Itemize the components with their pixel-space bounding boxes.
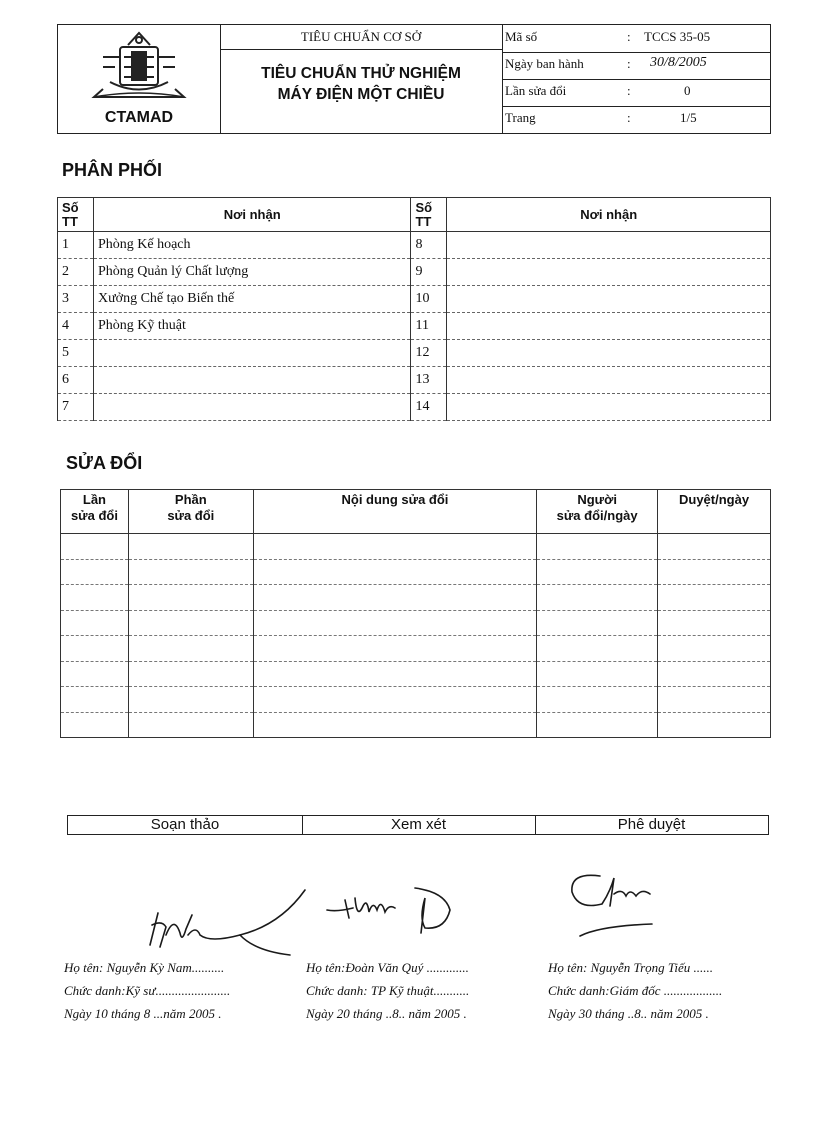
info-value: 0 bbox=[684, 83, 691, 98]
signature-header bbox=[67, 815, 769, 835]
title-line-2: MÁY ĐIỆN MỘT CHIỀU bbox=[277, 86, 445, 103]
info-colon: : bbox=[627, 110, 631, 125]
info-row-page bbox=[502, 106, 770, 133]
cell-recipient bbox=[93, 394, 411, 421]
table-row bbox=[58, 232, 771, 259]
header-approved: Phê duyệt bbox=[617, 816, 686, 833]
cell-recipient: Xưởng Chế tạo Biến thế bbox=[93, 286, 411, 313]
col-approve-header: Duyệt/ngày bbox=[658, 490, 771, 534]
cell-no: 5 bbox=[58, 340, 94, 367]
header-reviewed: Xem xét bbox=[302, 816, 536, 834]
cell-recipient2 bbox=[447, 313, 771, 340]
info-colon: : bbox=[627, 83, 631, 98]
cell-no2: 14 bbox=[411, 394, 447, 421]
header-line: sửa đổi/ngày bbox=[556, 508, 638, 523]
cell-recipient2 bbox=[447, 394, 771, 421]
table-row bbox=[58, 340, 771, 367]
signer-name: Họ tên:Đoàn Văn Quý ............. bbox=[306, 960, 469, 975]
cell-recipient2 bbox=[447, 232, 771, 259]
cell-no2: 9 bbox=[411, 259, 447, 286]
header-line: Lần bbox=[82, 492, 107, 507]
col-times-header bbox=[61, 490, 129, 534]
cell-no: 6 bbox=[58, 367, 94, 394]
cell-recipient2 bbox=[447, 286, 771, 313]
cell-recipient: Phòng Kỹ thuật bbox=[93, 313, 411, 340]
signer-name: Họ tên: Nguyễn Trọng Tiếu ...... bbox=[548, 960, 714, 975]
cell-no: 3 bbox=[58, 286, 94, 313]
col-recipient-header: Nơi nhận bbox=[93, 198, 411, 232]
cell-no: 2 bbox=[58, 259, 94, 286]
cell-no: 1 bbox=[58, 232, 94, 259]
info-value: 1/5 bbox=[680, 110, 697, 125]
logo-emblem-icon bbox=[58, 27, 220, 107]
col-part-header bbox=[128, 490, 253, 534]
document-info bbox=[502, 25, 770, 133]
header-line: sửa đổi bbox=[167, 508, 215, 523]
signer-name: Họ tên: Nguyễn Kỳ Nam.......... bbox=[64, 960, 225, 975]
table-row bbox=[58, 313, 771, 340]
signer-title: Chức danh:Kỹ sư....................... bbox=[64, 983, 231, 998]
col-no-header: Số TT bbox=[58, 198, 94, 232]
info-value: TCCS 35-05 bbox=[644, 29, 711, 44]
info-label: Mã số bbox=[505, 29, 538, 44]
signature-drafter bbox=[140, 885, 310, 960]
table-row bbox=[58, 367, 771, 394]
document-title bbox=[220, 63, 502, 105]
table-row bbox=[61, 636, 771, 662]
info-row-revision bbox=[502, 79, 770, 107]
cell-recipient bbox=[93, 340, 411, 367]
standard-type: TIÊU CHUẨN CƠ SỞ bbox=[220, 25, 502, 50]
col-by-header bbox=[537, 490, 658, 534]
company-name: CTAMAD bbox=[104, 109, 174, 126]
signer-approver bbox=[548, 956, 722, 1025]
info-row-issue-date bbox=[502, 52, 770, 80]
table-row bbox=[61, 661, 771, 687]
signer-title: Chức danh: TP Kỹ thuật........... bbox=[306, 983, 470, 998]
signer-reviewer bbox=[306, 956, 469, 1025]
document-header bbox=[57, 24, 771, 134]
table-row bbox=[61, 585, 771, 611]
header-line: Người bbox=[577, 492, 617, 507]
signer-date: Ngày 30 tháng ..8.. năm 2005 . bbox=[548, 1006, 709, 1021]
header-line: Phần bbox=[174, 492, 207, 507]
cell-no: 4 bbox=[58, 313, 94, 340]
table-row bbox=[61, 559, 771, 585]
cell-no2: 13 bbox=[411, 367, 447, 394]
distribution-heading: PHÂN PHỐI bbox=[62, 160, 163, 180]
table-row bbox=[61, 687, 771, 713]
header-drafted: Soạn thảo bbox=[68, 816, 303, 834]
cell-recipient2 bbox=[447, 367, 771, 394]
cell-recipient: Phòng Quản lý Chất lượng bbox=[93, 259, 411, 286]
info-label: Trang bbox=[505, 110, 536, 125]
col-content-header: Nội dung sửa đổi bbox=[253, 490, 536, 534]
signer-date: Ngày 20 tháng ..8.. năm 2005 . bbox=[306, 1006, 467, 1021]
title-block bbox=[220, 25, 503, 133]
info-label: Ngày ban hành bbox=[505, 56, 584, 71]
col-recipient-header-2: Nơi nhận bbox=[447, 198, 771, 232]
signer-drafter bbox=[64, 956, 230, 1025]
info-row-code bbox=[502, 25, 770, 53]
signature-approver bbox=[560, 862, 670, 942]
distribution-header-row bbox=[58, 198, 771, 232]
company-logo bbox=[58, 25, 221, 133]
signer-date: Ngày 10 tháng 8 ...năm 2005 . bbox=[64, 1006, 222, 1021]
cell-no2: 8 bbox=[411, 232, 447, 259]
cell-recipient2 bbox=[447, 259, 771, 286]
info-colon: : bbox=[627, 56, 631, 71]
table-row bbox=[61, 610, 771, 636]
info-value: 30/8/2005 bbox=[650, 55, 707, 70]
cell-recipient: Phòng Kế hoạch bbox=[93, 232, 411, 259]
table-row bbox=[58, 259, 771, 286]
cell-no: 7 bbox=[58, 394, 94, 421]
revision-header-row bbox=[61, 490, 771, 534]
table-row bbox=[61, 534, 771, 560]
table-row bbox=[58, 394, 771, 421]
signature-reviewer bbox=[325, 878, 475, 938]
info-label: Lần sửa đổi bbox=[505, 83, 567, 98]
revision-heading: SỬA ĐỔI bbox=[66, 453, 143, 473]
signer-title: Chức danh:Giám đốc .................. bbox=[548, 983, 723, 998]
cell-no2: 10 bbox=[411, 286, 447, 313]
cell-no2: 11 bbox=[411, 313, 447, 340]
cell-recipient bbox=[93, 367, 411, 394]
col-no-header-2: Số TT bbox=[411, 198, 447, 232]
cell-recipient2 bbox=[447, 340, 771, 367]
revision-table bbox=[60, 489, 771, 738]
cell-no2: 12 bbox=[411, 340, 447, 367]
info-colon: : bbox=[627, 29, 631, 44]
table-row bbox=[61, 712, 771, 738]
distribution-table bbox=[57, 197, 771, 421]
title-line-1: TIÊU CHUẨN THỬ NGHIỆM bbox=[261, 65, 461, 82]
table-row bbox=[58, 286, 771, 313]
header-line: sửa đổi bbox=[70, 508, 118, 523]
